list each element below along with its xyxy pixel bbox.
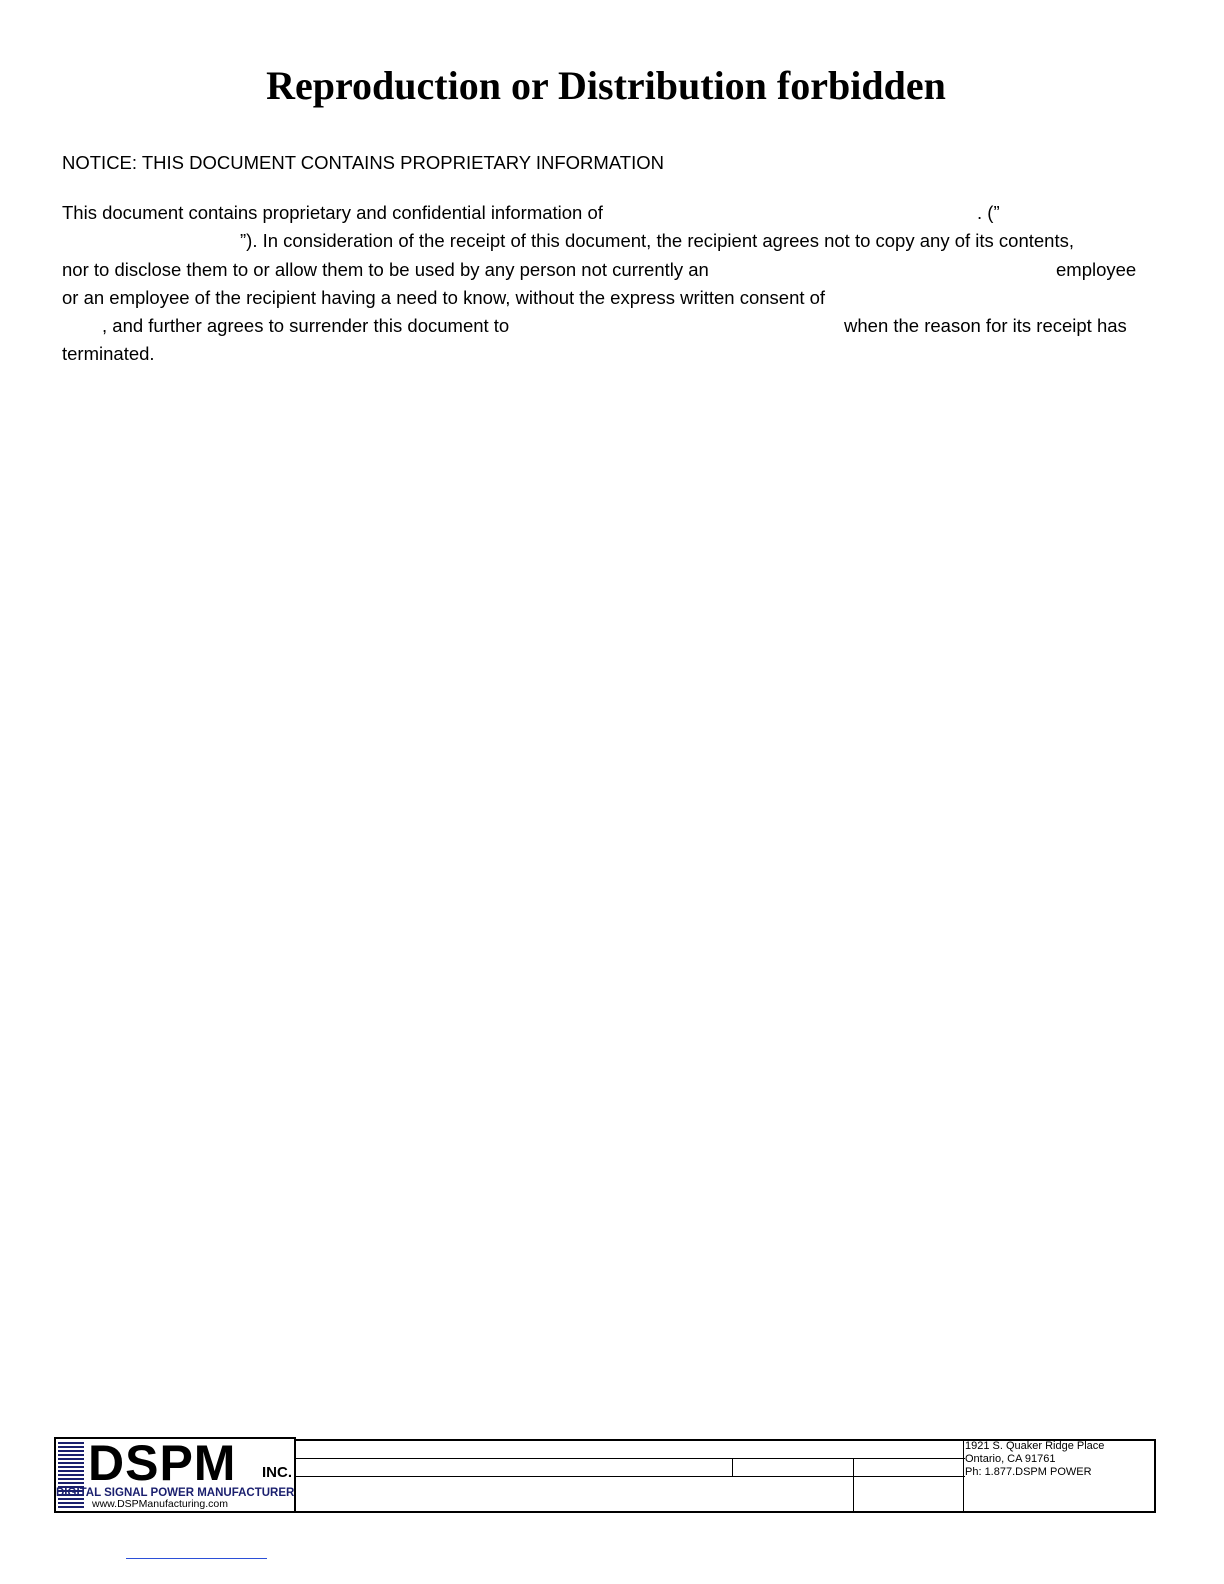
- address-line-2: Ontario, CA 91761: [965, 1453, 1056, 1465]
- body-line-1: This document contains proprietary and confidential information of: [62, 202, 603, 223]
- address-line-1: 1921 S. Quaker Ridge Place: [965, 1440, 1105, 1452]
- address-line-3: Ph: 1.877.DSPM POWER: [965, 1466, 1092, 1478]
- title-block-col-divider-1: [732, 1458, 733, 1477]
- notice-heading: NOTICE: THIS DOCUMENT CONTAINS PROPRIETARY INFORMATION: [62, 152, 664, 173]
- logo-stripes-icon: [58, 1442, 84, 1510]
- title-block-row-divider-2: [295, 1476, 965, 1477]
- body-line-5: , and further agrees to surrender this document to: [102, 315, 510, 336]
- company-address: [965, 1440, 1104, 1479]
- body-line-5-tail: when the reason for its receipt has: [844, 315, 1127, 336]
- title-block-row-divider-1: [295, 1458, 965, 1459]
- body-line-6: terminated.: [62, 343, 155, 364]
- company-logo: [54, 1437, 296, 1513]
- body-line-2: ”). In consideration of the receipt of this document, the recipient agrees not to copy any of its contents,: [240, 230, 1074, 251]
- body-line-3: nor to disclose them to or allow them to be used by any person not currently an: [62, 259, 709, 280]
- title-block-col-divider-2: [853, 1458, 854, 1512]
- logo-suffix: INC.: [262, 1464, 292, 1481]
- body-line-3-tail: employee: [1056, 259, 1137, 280]
- body-line-1-tail: . (”: [977, 202, 1000, 223]
- title-block-col-divider-3: [963, 1439, 964, 1513]
- logo-tagline: DIGITAL SIGNAL POWER MANUFACTURER: [56, 1487, 295, 1499]
- body-line-4: or an employee of the recipient having a need to know, without the express written consent of: [62, 287, 826, 308]
- logo-wordmark: DSPM: [88, 1437, 237, 1491]
- logo-url: www.DSPManufacturing.com: [92, 1498, 228, 1510]
- bottom-hyperlink-underline[interactable]: [126, 1558, 267, 1559]
- document-title: Reproduction or Distribution forbidden: [266, 63, 946, 108]
